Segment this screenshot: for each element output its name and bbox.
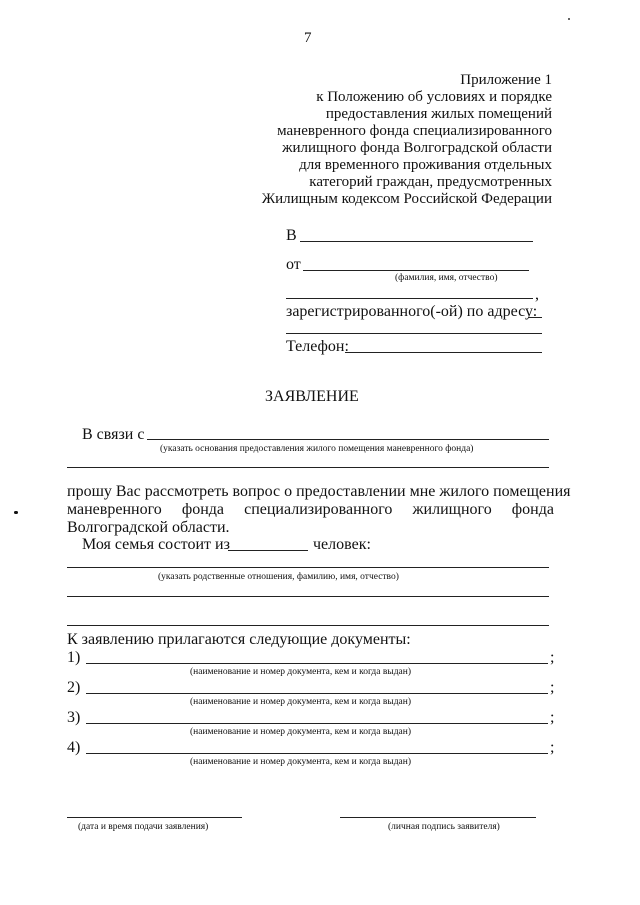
header-line: к Положению об условиях и порядке [316, 89, 552, 105]
document-number: 4) [67, 739, 81, 756]
address-field-line[interactable] [528, 317, 542, 318]
document-end: ; [550, 679, 555, 696]
document-field-line[interactable] [86, 663, 548, 664]
document-number: 1) [67, 649, 81, 666]
header-line: маневренного фонда специализированного [277, 123, 552, 139]
comma: , [535, 286, 539, 303]
scan-speck [14, 511, 18, 514]
document-title: ЗАЯВЛЕНИЕ [265, 388, 359, 405]
phone-label: Телефон: [286, 338, 349, 355]
family-count-field[interactable] [228, 550, 308, 551]
family-label: Моя семья состоит из [82, 536, 230, 553]
request-word: фонда [511, 501, 554, 518]
date-field-line[interactable] [67, 817, 242, 818]
document-number: 2) [67, 679, 81, 696]
from-label: от [286, 256, 301, 273]
reason-caption: (указать основания предоставления жилого помещения маневренного фонда) [160, 444, 474, 454]
header-line: для временного проживания отдельных [299, 157, 552, 173]
family-field-line-3[interactable] [67, 625, 549, 626]
signature-caption: (личная подпись заявителя) [388, 822, 500, 832]
from-caption: (фамилия, имя, отчество) [395, 273, 498, 283]
family-caption: (указать родственные отношения, фамилию, имя, отчество) [158, 572, 399, 582]
document-end: ; [550, 709, 555, 726]
document-end: ; [550, 649, 555, 666]
request-word: специализированного [244, 501, 393, 518]
reason-label: В связи с [82, 426, 145, 443]
request-word: фонда [181, 501, 224, 518]
document-number: 3) [67, 709, 81, 726]
header-line: жилищного фонда Волгоградской области [282, 140, 552, 156]
document-caption: (наименование и номер документа, кем и когда выдан) [190, 757, 411, 767]
request-word: жилищного [412, 501, 492, 518]
header-line: Жилищным кодексом Российской Федерации [261, 191, 552, 207]
reason-field-line-2[interactable] [67, 467, 549, 468]
address-field-line-2[interactable] [286, 333, 542, 334]
registered-label: зарегистрированного(-ой) по адресу: [286, 303, 538, 320]
request-line: прошу Вас рассмотреть вопрос о предоставлении мне жилого помещения [67, 483, 571, 500]
to-field-line[interactable] [300, 241, 533, 242]
document-end: ; [550, 739, 555, 756]
request-line-justified [67, 501, 554, 519]
family-label-after: человек: [313, 536, 371, 553]
from-field-line[interactable] [303, 270, 529, 271]
request-word: маневренного [67, 501, 162, 518]
document-caption: (наименование и номер документа, кем и когда выдан) [190, 697, 411, 707]
phone-field-line[interactable] [345, 352, 542, 353]
documents-heading: К заявлению прилагаются следующие документы: [67, 631, 411, 648]
reason-field-line[interactable] [147, 439, 549, 440]
page-number: 7 [304, 30, 312, 46]
to-label: В [286, 227, 297, 244]
scan-speck [568, 18, 570, 20]
document-caption: (наименование и номер документа, кем и когда выдан) [190, 667, 411, 677]
family-field-line[interactable] [67, 567, 549, 568]
signature-field-line[interactable] [340, 817, 536, 818]
document-field-line[interactable] [86, 753, 548, 754]
header-line: категорий граждан, предусмотренных [309, 174, 552, 190]
document-caption: (наименование и номер документа, кем и когда выдан) [190, 727, 411, 737]
document-field-line[interactable] [86, 693, 548, 694]
date-caption: (дата и время подачи заявления) [78, 822, 209, 832]
family-field-line-2[interactable] [67, 596, 549, 597]
document-field-line[interactable] [86, 723, 548, 724]
request-line: Волгоградской области. [67, 519, 230, 536]
from-field-line-2[interactable] [286, 298, 533, 299]
header-line: предоставления жилых помещений [325, 106, 552, 122]
header-line: Приложение 1 [460, 72, 552, 88]
